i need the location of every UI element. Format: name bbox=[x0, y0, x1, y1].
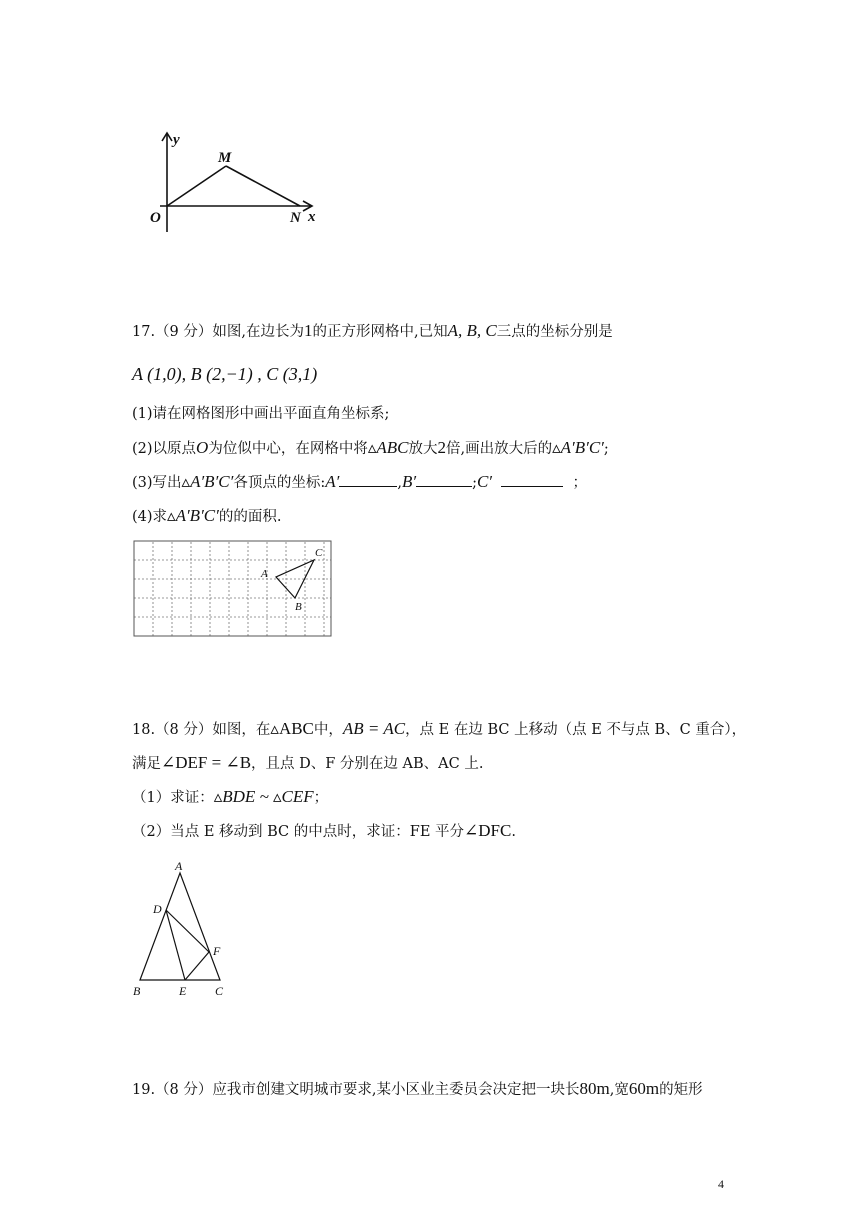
answer-blank-b[interactable] bbox=[416, 472, 472, 487]
page-number: 4 bbox=[718, 1177, 724, 1191]
segment-om bbox=[167, 166, 226, 206]
tri-label-e: E bbox=[179, 984, 187, 998]
q17-stem: 17.（9 分）如图,在边长为1的正方形网格中,已知A, B, C三点的坐标分别是 bbox=[132, 321, 613, 340]
q17-part4: (4)求▵A′B′C′的的面积. bbox=[132, 506, 282, 525]
q18-part2: （2）当点 E 移动到 BC 的中点时，求证：FE 平分∠DFC. bbox=[132, 821, 516, 840]
tri-label-c: C bbox=[215, 984, 224, 998]
q17-part1: (1)请在网格图形中画出平面直角坐标系; bbox=[132, 406, 390, 422]
segment-de bbox=[166, 910, 185, 980]
q18-part1: （1）求证：▵BDE ~ ▵CEF； bbox=[132, 787, 329, 806]
triangle-abc-outline bbox=[140, 873, 220, 980]
answer-blank-c[interactable] bbox=[501, 472, 563, 487]
label-x: x bbox=[308, 209, 316, 225]
label-n: N bbox=[290, 210, 301, 226]
grid-lines bbox=[134, 542, 331, 636]
label-o: O bbox=[150, 210, 161, 226]
figure-grid-abc bbox=[133, 540, 335, 640]
q17-coordinates: A (1,0), B (2,−1) , C (3,1) bbox=[132, 364, 318, 384]
tri-label-a: A bbox=[175, 859, 183, 873]
grid-label-b: B bbox=[295, 601, 302, 613]
answer-blank-a[interactable] bbox=[339, 472, 397, 487]
tri-label-f: F bbox=[213, 944, 221, 958]
figure-triangle-def bbox=[128, 855, 248, 1000]
grid-border bbox=[134, 541, 331, 636]
segment-ef bbox=[185, 952, 209, 980]
q17-part2: (2)以原点O为位似中心，在网格中将▵ABC放大2倍,画出放大后的▵A′B′C′; bbox=[132, 438, 609, 457]
grid-label-a: A bbox=[261, 568, 268, 580]
grid-label-c: C bbox=[315, 547, 323, 559]
tri-label-d: D bbox=[153, 902, 162, 916]
label-y: y bbox=[173, 132, 180, 148]
tri-label-b: B bbox=[133, 984, 141, 998]
segment-mn bbox=[226, 166, 300, 206]
q18-stem-line2: 满足∠DEF = ∠B，且点 D、F 分别在边 AB、AC 上. bbox=[132, 753, 484, 772]
q19-stem: 19.（8 分）应我市创建文明城市要求,某小区业主委员会决定把一块长80m,宽60m的矩形 bbox=[132, 1079, 703, 1098]
q18-stem-line1: 18.（8 分）如图，在▵ABC中，AB = AC，点 E 在边 BC 上移动（点 E 不与点 B、C 重合）， bbox=[132, 719, 747, 738]
figure-omn-axes bbox=[140, 128, 340, 238]
q17-part3: (3)写出▵A′B′C′各顶点的坐标:A′ ,B′ ;C′ ； bbox=[132, 472, 587, 491]
label-m: M bbox=[218, 150, 232, 166]
segment-df bbox=[166, 910, 209, 952]
